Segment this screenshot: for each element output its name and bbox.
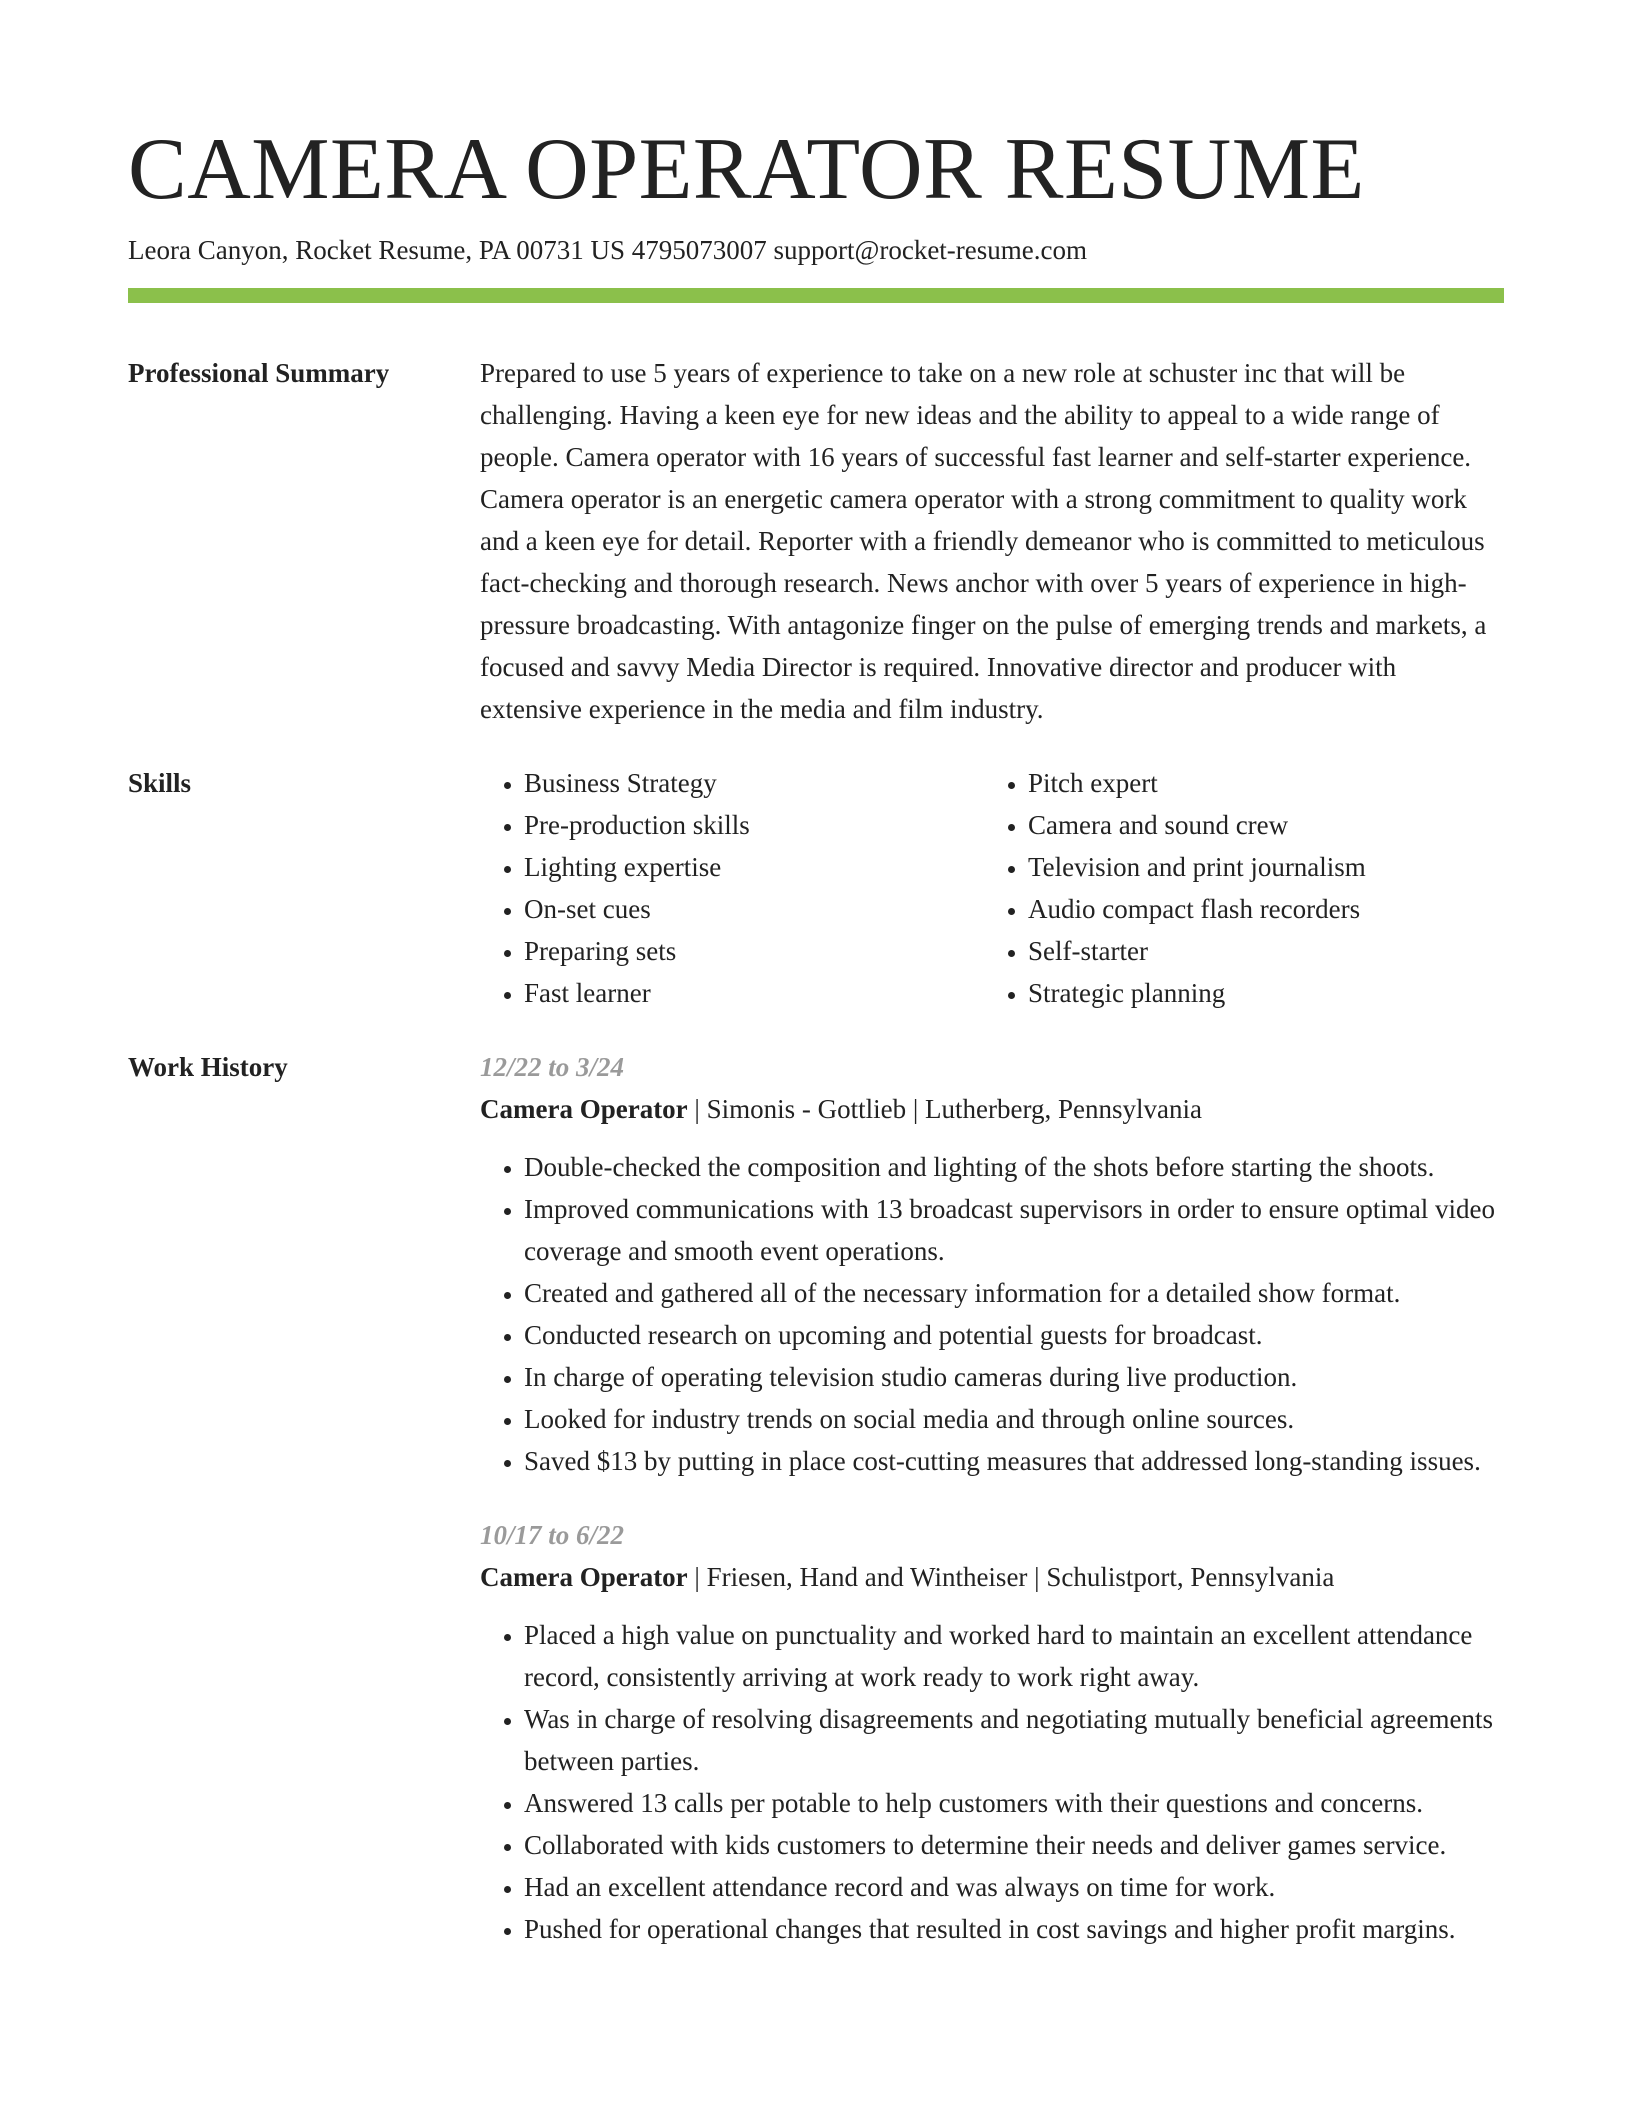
skill-item: • Camera and sound crew: [1028, 804, 1488, 846]
work-history-section: [128, 1046, 1504, 1950]
skill-item: • Fast learner: [524, 972, 984, 1014]
skill-item: • Television and print journalism: [1028, 846, 1488, 888]
section-label-skills: Skills: [128, 768, 192, 798]
skill-item: • Pre-production skills: [524, 804, 984, 846]
professional-summary-section: [128, 352, 1504, 730]
resume-title: CAMERA OPERATOR RESUME: [128, 121, 1365, 218]
job-details: | Friesen, Hand and Wintheiser | Schulistport, Pennsylvania: [687, 1562, 1335, 1592]
contact-location: Rocket Resume, PA 00731 US: [295, 235, 625, 265]
skill-item: • Business Strategy: [524, 762, 984, 804]
section-label-summary: Professional Summary: [128, 358, 390, 388]
skill-item: • Preparing sets: [524, 930, 984, 972]
job-bullet: • Answered 13 calls per potable to help customers with their questions and concerns.: [524, 1782, 1504, 1824]
job-entry: [480, 1046, 1504, 1482]
job-header: [480, 1088, 1504, 1130]
job-details: | Simonis - Gottlieb | Lutherberg, Pennsylvania: [687, 1094, 1202, 1124]
job-dates: 12/22 to 3/24: [480, 1052, 625, 1082]
job-bullet: • Collaborated with kids customers to determine their needs and deliver games service.: [524, 1824, 1504, 1866]
job-entry: [480, 1514, 1504, 1950]
skill-item: • Self-starter: [1028, 930, 1488, 972]
job-role: Camera Operator: [480, 1094, 688, 1124]
contact-name: Leora Canyon,: [128, 235, 289, 265]
skills-list-right: [984, 762, 1488, 1014]
summary-body: [480, 352, 1504, 730]
job-bullet-list: [480, 1146, 1504, 1482]
skill-item: • Pitch expert: [1028, 762, 1488, 804]
summary-text: Prepared to use 5 years of experience to take on a new role at schuster inc that will be challenging. Having a keen eye for new ideas and the ability to appeal to a wide range of people. Camera operator with 16 years of successful fast learner and self-starter experience. Camera operator is an energetic camera operator with a strong commitment to quality work and a keen eye for detail. Reporter with a friendly demeanor who is committed to meticulous fact-checking and thorough research. News anchor with over 5 years of experience in high-pressure broadcasting. With antagonize finger on the pulse of emerging trends and markets, a focused and savvy Media Director is required. Innovative director and producer with extensive experience in the media and film industry.: [480, 358, 1487, 724]
job-bullet: • Created and gathered all of the necessary information for a detailed show format.: [524, 1272, 1504, 1314]
job-dates: 10/17 to 6/22: [480, 1520, 625, 1550]
job-bullet: • Placed a high value on punctuality and worked hard to maintain an excellent attendance record, consistently arriving at work ready to work right away.: [524, 1614, 1504, 1698]
skill-item: • On-set cues: [524, 888, 984, 930]
job-bullet: • Looked for industry trends on social media and through online sources.: [524, 1398, 1504, 1440]
section-label-work-history: Work History: [128, 1052, 288, 1082]
skill-item: • Lighting expertise: [524, 846, 984, 888]
contact-email: support@rocket-resume.com: [773, 235, 1088, 265]
skill-item: • Audio compact flash recorders: [1028, 888, 1488, 930]
job-bullet: • Double-checked the composition and lighting of the shots before starting the shoots.: [524, 1146, 1504, 1188]
job-bullet: • Had an excellent attendance record and was always on time for work.: [524, 1866, 1504, 1908]
job-header: [480, 1556, 1504, 1598]
skills-columns: [480, 762, 1504, 1014]
skill-item: • Strategic planning: [1028, 972, 1488, 1014]
contact-phone: 4795073007: [631, 235, 767, 265]
job-bullet: • Saved $13 by putting in place cost-cutting measures that addressed long-standing issues.: [524, 1440, 1504, 1482]
job-bullet: • Improved communications with 13 broadcast supervisors in order to ensure optimal video coverage and smooth event operations.: [524, 1188, 1504, 1272]
job-bullet: • In charge of operating television studio cameras during live production.: [524, 1356, 1504, 1398]
skills-section: [128, 762, 1504, 1014]
job-bullet-list: [480, 1614, 1504, 1950]
job-bullet: • Was in charge of resolving disagreements and negotiating mutually beneficial agreements between parties.: [524, 1698, 1504, 1782]
skills-list-left: [480, 762, 984, 1014]
job-bullet: • Pushed for operational changes that resulted in cost savings and higher profit margins.: [524, 1908, 1504, 1950]
contact-line: [128, 232, 1504, 268]
work-history-body: [480, 1046, 1504, 1950]
job-role: Camera Operator: [480, 1562, 688, 1592]
job-bullet: • Conducted research on upcoming and potential guests for broadcast.: [524, 1314, 1504, 1356]
accent-divider: [128, 288, 1504, 303]
